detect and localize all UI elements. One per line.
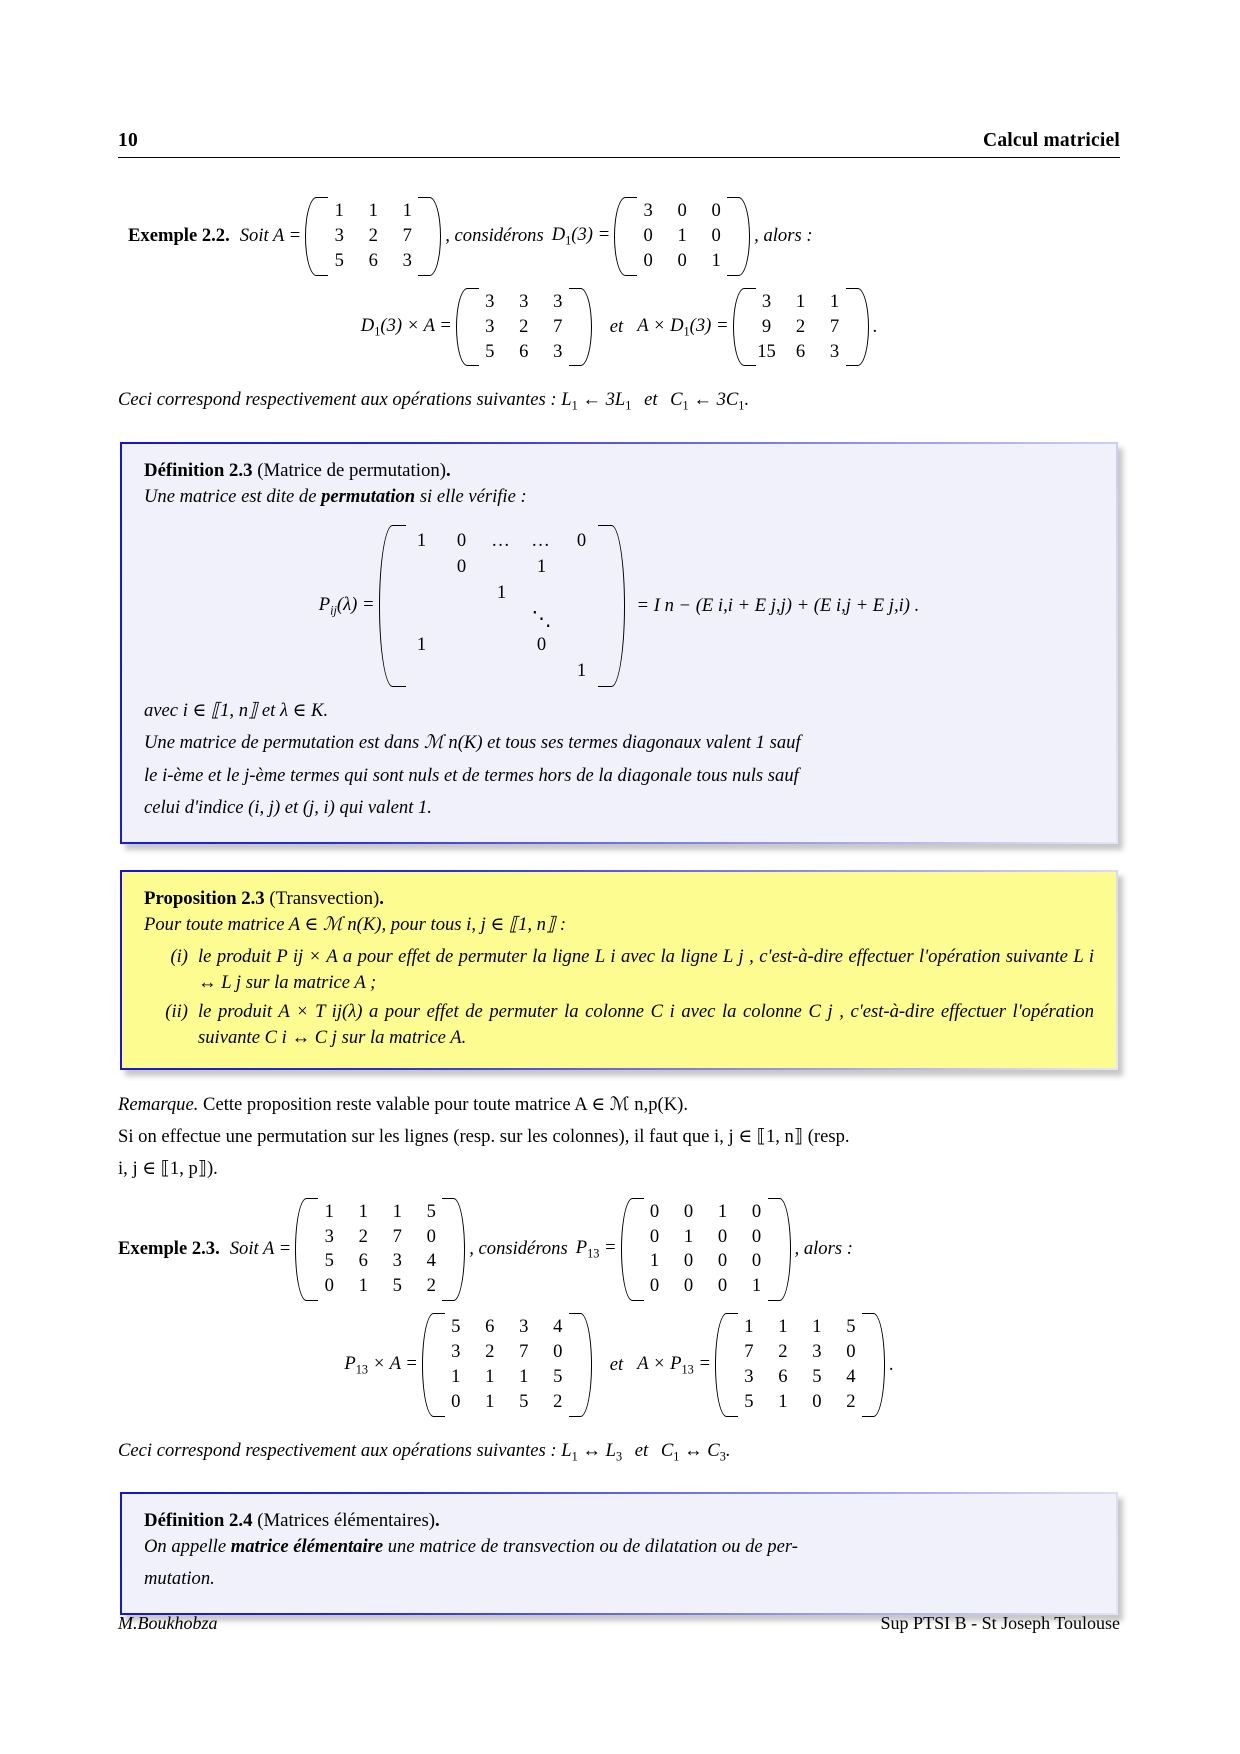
matrix-cells bbox=[308, 1197, 452, 1303]
cell: 0 bbox=[683, 1275, 694, 1297]
cell: 7 bbox=[392, 1225, 402, 1247]
cell: 1 bbox=[829, 290, 840, 312]
matrix-P13A bbox=[422, 1312, 592, 1418]
sub: 1 bbox=[571, 1449, 578, 1464]
cell: 0 bbox=[846, 1341, 856, 1363]
cell: 1 bbox=[416, 529, 427, 551]
proposition-dot: . bbox=[379, 887, 384, 909]
cell: 0 bbox=[677, 249, 687, 271]
conclusion-prefix: Ceci correspond respectivement aux opérations suivantes : bbox=[118, 389, 557, 411]
subscript: 13 bbox=[355, 1362, 369, 1377]
paren-right bbox=[428, 196, 441, 277]
cell: 3 bbox=[392, 1250, 402, 1272]
cell: 0 bbox=[717, 1250, 728, 1272]
list-item bbox=[152, 999, 1094, 1052]
cell: 5 bbox=[553, 1366, 563, 1388]
remarque-label: Remarque. bbox=[118, 1093, 199, 1115]
formula-lhs bbox=[319, 594, 375, 619]
page-header bbox=[118, 130, 1120, 158]
p-arg: (λ) = bbox=[336, 593, 375, 615]
definition-2-3-body-line-3: celui d'indice (i, j) et (j, i) qui valent 1. bbox=[144, 797, 432, 819]
cell: 5 bbox=[392, 1275, 402, 1297]
paren-right bbox=[579, 287, 592, 368]
eq-left-label bbox=[344, 1353, 417, 1378]
eq-period: . bbox=[888, 1354, 894, 1376]
paren-right bbox=[612, 524, 625, 688]
item-text: le produit P ij × A a pour effet de permuter la ligne L i avec la ligne L j , c'est-à-dire effectuer l'opération suivante L i ↔ L j sur la matrice A ; bbox=[198, 945, 1094, 994]
eq-conjunction: et bbox=[609, 316, 624, 338]
rest: (3) = bbox=[689, 314, 729, 336]
cell: 0 bbox=[324, 1275, 334, 1297]
subscript: 1 bbox=[683, 324, 690, 339]
conclusion-and: et bbox=[644, 389, 658, 411]
cell: 4 bbox=[426, 1250, 436, 1272]
cell: 1 bbox=[812, 1316, 822, 1338]
symbol: D bbox=[360, 314, 375, 336]
page-number: 10 bbox=[118, 130, 138, 151]
cell: 2 bbox=[778, 1341, 788, 1363]
cell: 3 bbox=[402, 249, 412, 271]
rest: ← 3L bbox=[582, 389, 626, 411]
cell: 0 bbox=[643, 224, 653, 246]
cell: 1 bbox=[451, 1366, 461, 1388]
cell: 2 bbox=[485, 1341, 495, 1363]
paren-right bbox=[856, 287, 869, 368]
example-2-3-conclusion bbox=[118, 1438, 1120, 1466]
cell: 1 bbox=[751, 1275, 762, 1297]
paren-left bbox=[621, 1197, 634, 1303]
remarque-line-2-row bbox=[118, 1124, 1120, 1150]
operation-2 bbox=[660, 1439, 726, 1464]
cell: 1 bbox=[334, 200, 344, 221]
cell: ⋱ bbox=[531, 607, 552, 630]
cell: 0 bbox=[643, 249, 653, 271]
cell: 4 bbox=[553, 1316, 563, 1338]
sym: C bbox=[670, 389, 683, 411]
cell: 1 bbox=[358, 1200, 368, 1222]
cell: 1 bbox=[576, 659, 587, 681]
permutation-matrix-formula bbox=[144, 524, 1094, 688]
example-2-3-mid: , considérons bbox=[469, 1238, 568, 1260]
remarque-line-1: Cette proposition reste valable pour toute matrice A ∈ ℳ n,p(K). bbox=[203, 1093, 688, 1115]
cell: 3 bbox=[324, 1225, 334, 1247]
cell: 5 bbox=[846, 1316, 856, 1338]
p-symbol: P bbox=[575, 1237, 588, 1259]
formula-rhs: = I n − (E i,i + E j,j) + (E i,j + E j,i) . bbox=[636, 594, 920, 616]
example-2-3-label: Exemple 2.3. bbox=[118, 1238, 220, 1260]
definition-2-3-body-line-1: Une matrice de permutation est dans ℳ n(K) et tous ses termes diagonaux valent 1 sauf bbox=[144, 732, 801, 754]
example-2-3-equations bbox=[118, 1312, 1120, 1418]
cell: 1 bbox=[744, 1316, 754, 1338]
permutation-matrix bbox=[379, 524, 625, 688]
cell: 3 bbox=[761, 290, 772, 312]
p-eq: = bbox=[603, 1237, 617, 1259]
cell: 5 bbox=[485, 340, 495, 362]
remarque-line-3-row bbox=[118, 1156, 1120, 1182]
symbol: A × P bbox=[637, 1352, 682, 1374]
rest: × A = bbox=[372, 1352, 418, 1374]
cell: 5 bbox=[426, 1200, 436, 1222]
line-b: une matrice de transvection ou de dilatation ou de per- bbox=[387, 1536, 798, 1558]
cell: 3 bbox=[485, 315, 495, 337]
cell: 1 bbox=[711, 249, 721, 271]
cell: 1 bbox=[778, 1316, 788, 1338]
cell: 1 bbox=[795, 290, 806, 312]
cell: 1 bbox=[536, 555, 547, 577]
cell: 3 bbox=[744, 1366, 754, 1388]
matrix-D-label bbox=[552, 224, 610, 249]
list-item bbox=[152, 944, 1094, 997]
proposition-2-3-box bbox=[120, 870, 1118, 1070]
subscript: 1 bbox=[374, 324, 381, 339]
cell: 5 bbox=[324, 1250, 334, 1272]
cell: 4 bbox=[846, 1366, 856, 1388]
cell: 0 bbox=[711, 224, 721, 246]
cell: 0 bbox=[751, 1250, 762, 1272]
cell: 3 bbox=[334, 224, 344, 246]
lead-a: Une matrice est dite de bbox=[144, 485, 317, 507]
line-a: On appelle bbox=[144, 1536, 227, 1558]
definition-2-4-title bbox=[144, 1510, 1094, 1532]
cell: 6 bbox=[485, 1316, 495, 1338]
definition-2-4-line-2: mutation. bbox=[144, 1568, 215, 1590]
cell: 1 bbox=[717, 1200, 728, 1222]
p-symbol: P bbox=[318, 593, 331, 615]
cell: 0 bbox=[426, 1225, 436, 1247]
cell: 3 bbox=[553, 290, 563, 312]
matrix-cells bbox=[318, 196, 428, 277]
example-2-3-lead: Soit A = bbox=[229, 1238, 292, 1260]
subscript: 13 bbox=[681, 1362, 694, 1377]
matrix-cells bbox=[435, 1312, 579, 1418]
proposition-2-3-title bbox=[144, 888, 1094, 910]
definition-2-4-line-1 bbox=[144, 1534, 1094, 1560]
example-2-3-tail: , alors : bbox=[794, 1238, 853, 1260]
cell: 2 bbox=[846, 1391, 856, 1413]
operation-2 bbox=[670, 389, 745, 414]
cell: 6 bbox=[519, 340, 529, 362]
cell: 0 bbox=[649, 1225, 660, 1247]
matrix-D1-example-2-2 bbox=[614, 196, 750, 277]
sub: 1 bbox=[571, 399, 578, 414]
cell: … bbox=[531, 529, 552, 551]
cell: 3 bbox=[829, 340, 840, 362]
sym: L bbox=[561, 389, 572, 411]
example-2-3-statement bbox=[118, 1197, 1120, 1303]
matrix-A-example-2-2 bbox=[305, 196, 441, 277]
cell: 5 bbox=[451, 1316, 461, 1338]
matrix-AP13 bbox=[715, 1312, 885, 1418]
d-subscript: 1 bbox=[565, 233, 572, 248]
cell: 5 bbox=[744, 1391, 754, 1413]
cell: 7 bbox=[744, 1341, 754, 1363]
proposition-2-3-intro: Pour toute matrice A ∈ ℳ n(K), pour tous i, j ∈ ⟦1, n⟧ : bbox=[144, 913, 567, 935]
matrix-cells bbox=[728, 1312, 872, 1418]
sym: C bbox=[660, 1439, 674, 1461]
definition-2-4-box bbox=[120, 1492, 1118, 1615]
cell: 0 bbox=[717, 1225, 728, 1247]
conclusion-and: et bbox=[634, 1439, 649, 1461]
cell: 0 bbox=[536, 633, 547, 655]
matrix-cells bbox=[634, 1197, 778, 1303]
definition-dot: . bbox=[435, 1510, 440, 1532]
operation-1 bbox=[561, 389, 632, 414]
matrix-cells bbox=[469, 287, 579, 368]
cell: 7 bbox=[402, 224, 412, 246]
cell: 7 bbox=[553, 315, 563, 337]
cell: 2 bbox=[358, 1225, 368, 1247]
definition-paren: (Matrice de permutation) bbox=[257, 459, 446, 481]
d-symbol: D bbox=[551, 224, 566, 245]
cell: 1 bbox=[324, 1200, 334, 1222]
line-bold: matrice élémentaire bbox=[230, 1536, 384, 1558]
proposition-2-3-items bbox=[144, 944, 1094, 1052]
cell: 0 bbox=[649, 1200, 660, 1222]
cell: 6 bbox=[368, 249, 378, 271]
cell: 2 bbox=[519, 315, 529, 337]
cell: 3 bbox=[643, 200, 653, 221]
matrix-A-example-2-3 bbox=[295, 1197, 465, 1303]
cell: 3 bbox=[451, 1341, 461, 1363]
cell: 6 bbox=[358, 1250, 368, 1272]
example-2-2-equations bbox=[118, 287, 1120, 368]
lead-bold: permutation bbox=[321, 485, 416, 507]
cell: 6 bbox=[795, 340, 806, 362]
cell: 0 bbox=[649, 1275, 660, 1297]
proposition-name: Proposition 2.3 bbox=[144, 887, 265, 909]
cell: 0 bbox=[751, 1225, 762, 1247]
cell: 0 bbox=[683, 1200, 694, 1222]
definition-name: Définition 2.4 bbox=[144, 1510, 253, 1532]
proposition-paren: (Transvection) bbox=[269, 887, 380, 909]
definition-2-3-lead bbox=[144, 484, 1094, 510]
p-subscript: ij bbox=[330, 603, 337, 618]
page-title: Calcul matriciel bbox=[983, 130, 1120, 151]
cell: 1 bbox=[485, 1391, 495, 1413]
cell: 15 bbox=[757, 340, 776, 362]
matrix-cells bbox=[392, 524, 612, 688]
sub2: 3 bbox=[719, 1449, 726, 1464]
cell: 0 bbox=[812, 1391, 822, 1413]
remarque-line-3: i, j ∈ ⟦1, p⟧). bbox=[118, 1158, 218, 1180]
period: . bbox=[744, 389, 750, 411]
rest: = bbox=[698, 1352, 711, 1374]
rest: ↔ L bbox=[582, 1439, 616, 1461]
eq-right-label bbox=[637, 315, 728, 340]
cell: 5 bbox=[519, 1391, 529, 1413]
example-2-2-label: Exemple 2.2. bbox=[128, 225, 230, 247]
paren-left bbox=[456, 287, 469, 368]
cell: 0 bbox=[683, 1250, 694, 1272]
example-2-2-mid: , considérons bbox=[445, 225, 544, 247]
cell: 0 bbox=[456, 555, 467, 577]
p-subscript: 13 bbox=[587, 1246, 600, 1261]
paren-left bbox=[614, 196, 627, 277]
cell: 5 bbox=[334, 249, 344, 271]
cell: 3 bbox=[519, 290, 529, 312]
cell: 2 bbox=[368, 224, 378, 246]
cell: 1 bbox=[416, 633, 427, 655]
sub2: 1 bbox=[738, 399, 745, 414]
paren-right bbox=[737, 196, 750, 277]
example-2-2-tail: , alors : bbox=[754, 225, 813, 247]
cell: 3 bbox=[812, 1341, 822, 1363]
matrix-AD1 bbox=[733, 287, 869, 368]
item-label: (ii) bbox=[165, 1000, 188, 1022]
rest: ↔ C bbox=[684, 1439, 720, 1461]
matrix-cells bbox=[746, 287, 856, 368]
sub: 1 bbox=[682, 399, 689, 414]
cell: 0 bbox=[451, 1391, 461, 1413]
cell: 2 bbox=[553, 1391, 563, 1413]
cell: 1 bbox=[358, 1275, 368, 1297]
paren-left bbox=[733, 287, 746, 368]
paren-left bbox=[715, 1312, 728, 1418]
period: . bbox=[725, 1439, 731, 1461]
cell: 3 bbox=[553, 340, 563, 362]
cell: 5 bbox=[812, 1366, 822, 1388]
d-arg: (3) = bbox=[571, 224, 611, 245]
page-footer bbox=[118, 1613, 1120, 1634]
cell: 1 bbox=[683, 1225, 694, 1247]
example-2-2-conclusion bbox=[118, 387, 1120, 415]
definition-2-3-avec: avec i ∈ ⟦1, n⟧ et λ ∈ K. bbox=[144, 699, 329, 721]
definition-2-3-body-line-2: le i-ème et le j-ème termes qui sont nuls et de termes hors de la diagonale tous nuls sauf bbox=[144, 764, 799, 786]
remarque-line-2: Si on effectue une permutation sur les lignes (resp. sur les colonnes), il faut que i, j ∈ ⟦1, n⟧ (resp. bbox=[118, 1125, 850, 1147]
sub2: 3 bbox=[615, 1449, 623, 1464]
cell: 0 bbox=[751, 1200, 762, 1222]
cell: 2 bbox=[426, 1275, 436, 1297]
definition-dot: . bbox=[446, 459, 451, 481]
cell: 1 bbox=[778, 1391, 788, 1413]
cell: 0 bbox=[717, 1275, 728, 1297]
cell: 7 bbox=[519, 1341, 529, 1363]
symbol: P bbox=[344, 1352, 356, 1374]
footer-institution: Sup PTSI B - St Joseph Toulouse bbox=[880, 1613, 1120, 1633]
matrix-D1A bbox=[456, 287, 592, 368]
paren-left bbox=[379, 524, 392, 688]
paren-right bbox=[778, 1197, 791, 1303]
cell: 6 bbox=[778, 1366, 788, 1388]
cell: 2 bbox=[795, 315, 806, 337]
cell: … bbox=[491, 529, 512, 551]
example-2-2-statement bbox=[128, 196, 1120, 277]
definition-2-3-title bbox=[144, 460, 1094, 482]
cell: 1 bbox=[649, 1250, 660, 1272]
cell: 7 bbox=[829, 315, 840, 337]
cell: 1 bbox=[402, 200, 412, 221]
definition-name: Définition 2.3 bbox=[144, 459, 253, 481]
item-text: le produit A × T ij(λ) a pour effet de permuter la colonne C i avec la colonne C j , c'est-à-dire effectuer l'opération suivante C i ↔ C j sur la matrice A. bbox=[198, 1000, 1094, 1049]
cell: 1 bbox=[519, 1366, 529, 1388]
paren-right bbox=[872, 1312, 885, 1418]
eq-period: . bbox=[872, 316, 878, 338]
cell: 0 bbox=[711, 200, 721, 221]
sub2: 1 bbox=[625, 399, 632, 414]
cell: 3 bbox=[485, 290, 495, 312]
matrix-cells bbox=[627, 196, 737, 277]
cell: 1 bbox=[368, 200, 378, 221]
cell: 3 bbox=[519, 1316, 529, 1338]
definition-2-3-box bbox=[120, 442, 1118, 844]
matrix-P-label bbox=[576, 1237, 617, 1262]
paren-left bbox=[422, 1312, 435, 1418]
rest: ← 3C bbox=[693, 389, 739, 411]
cell: 0 bbox=[576, 529, 587, 551]
cell: 0 bbox=[456, 529, 467, 551]
sym: L bbox=[561, 1439, 572, 1461]
paren-left bbox=[305, 196, 318, 277]
eq-conjunction: et bbox=[609, 1354, 624, 1376]
operation-1 bbox=[561, 1439, 623, 1464]
conclusion-prefix: Ceci correspond respectivement aux opérations suivantes : bbox=[118, 1439, 557, 1461]
example-2-2-lead: Soit A = bbox=[239, 225, 302, 247]
matrix-P13 bbox=[621, 1197, 791, 1303]
cell: 1 bbox=[496, 581, 507, 603]
remarque-block bbox=[118, 1092, 1120, 1118]
paren-right bbox=[579, 1312, 592, 1418]
lead-b: si elle vérifie : bbox=[419, 485, 527, 507]
eq-left-label bbox=[361, 315, 452, 340]
paren-right bbox=[452, 1197, 465, 1303]
rest: (3) × A = bbox=[380, 314, 452, 336]
definition-paren: (Matrices élémentaires) bbox=[257, 1510, 436, 1532]
cell: 9 bbox=[761, 315, 772, 337]
symbol: A × D bbox=[637, 314, 684, 336]
eq-right-label bbox=[637, 1353, 711, 1378]
paren-left bbox=[295, 1197, 308, 1303]
cell: 0 bbox=[677, 200, 687, 221]
cell: 0 bbox=[553, 1341, 563, 1363]
footer-author: M.Boukhobza bbox=[118, 1613, 218, 1633]
sub: 1 bbox=[673, 1449, 680, 1464]
item-label: (i) bbox=[170, 945, 188, 967]
cell: 1 bbox=[677, 224, 687, 246]
cell: 1 bbox=[392, 1200, 402, 1222]
cell: 1 bbox=[485, 1366, 495, 1388]
